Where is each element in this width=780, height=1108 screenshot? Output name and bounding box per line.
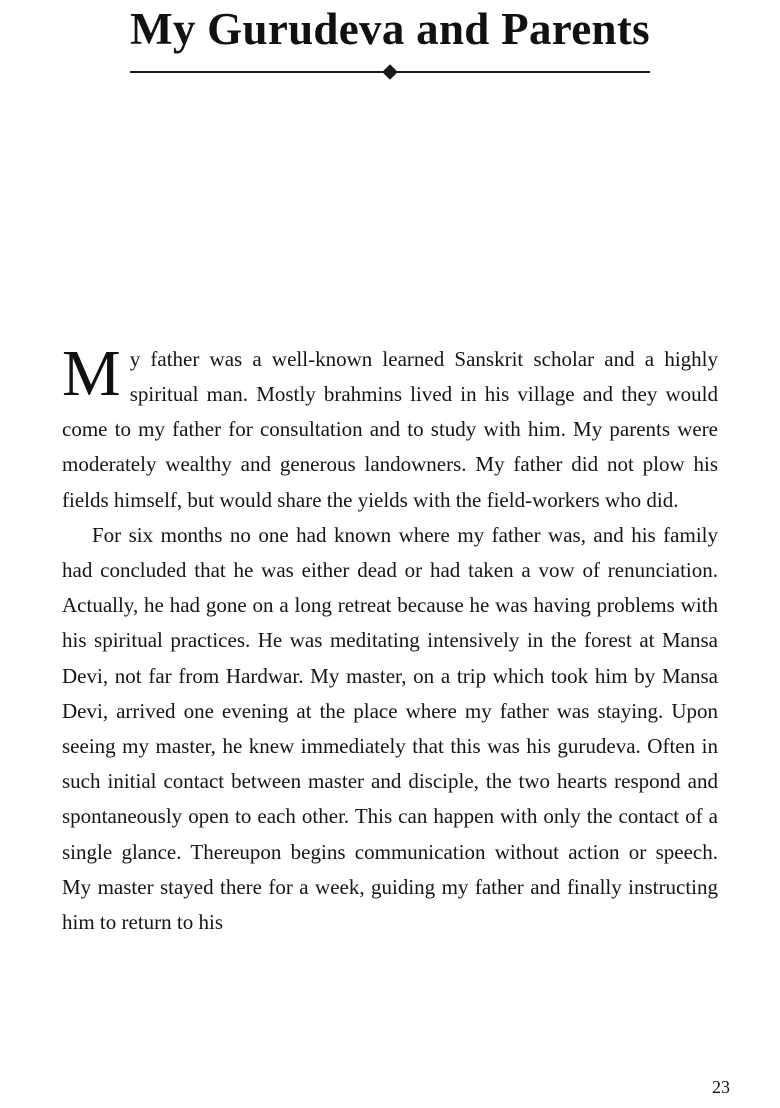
paragraph: [62, 518, 718, 940]
drop-cap: M: [62, 336, 121, 410]
title-divider: [130, 64, 650, 80]
paragraph: [62, 336, 718, 518]
page-body: [62, 336, 718, 940]
chapter-title: My Gurudeva and Parents: [130, 4, 650, 54]
page-number: 23: [712, 1077, 730, 1097]
paragraph-text: For six months no one had known where my father was, and his family had concluded that he was either dead or had taken a vow of renunciation. Actually, he had gone on a long retreat because he was having problems with his spiritual practices. He was meditating intensively in the forest at Mansa Devi, not far from Hardwar. My master, on a trip which took him by Mansa Devi, arrived one evening at the place where my father was staying. Upon seeing my master, he knew immediately that this was his gurudeva. Often in such initial contact between master and disciple, the two hearts respond and spontaneously open to each other. This can happen with only the contact of a single glance. Thereupon begins communication without action or speech. My master stayed there for a week, guiding my father and finally instructing him to return to his: [62, 522, 718, 934]
paragraph-text: y father was a well-known learned Sanskrit scholar and a highly spiritual man. Mostly brahmins lived in his village and they would come to my father for consultation and to study with him. My parents were moderately wealthy and generous landowners. My father did not plow his fields himself, but would share the yields with the field-workers who did.: [62, 346, 718, 512]
diamond-ornament-icon: [382, 64, 398, 80]
title-block: [62, 4, 718, 80]
